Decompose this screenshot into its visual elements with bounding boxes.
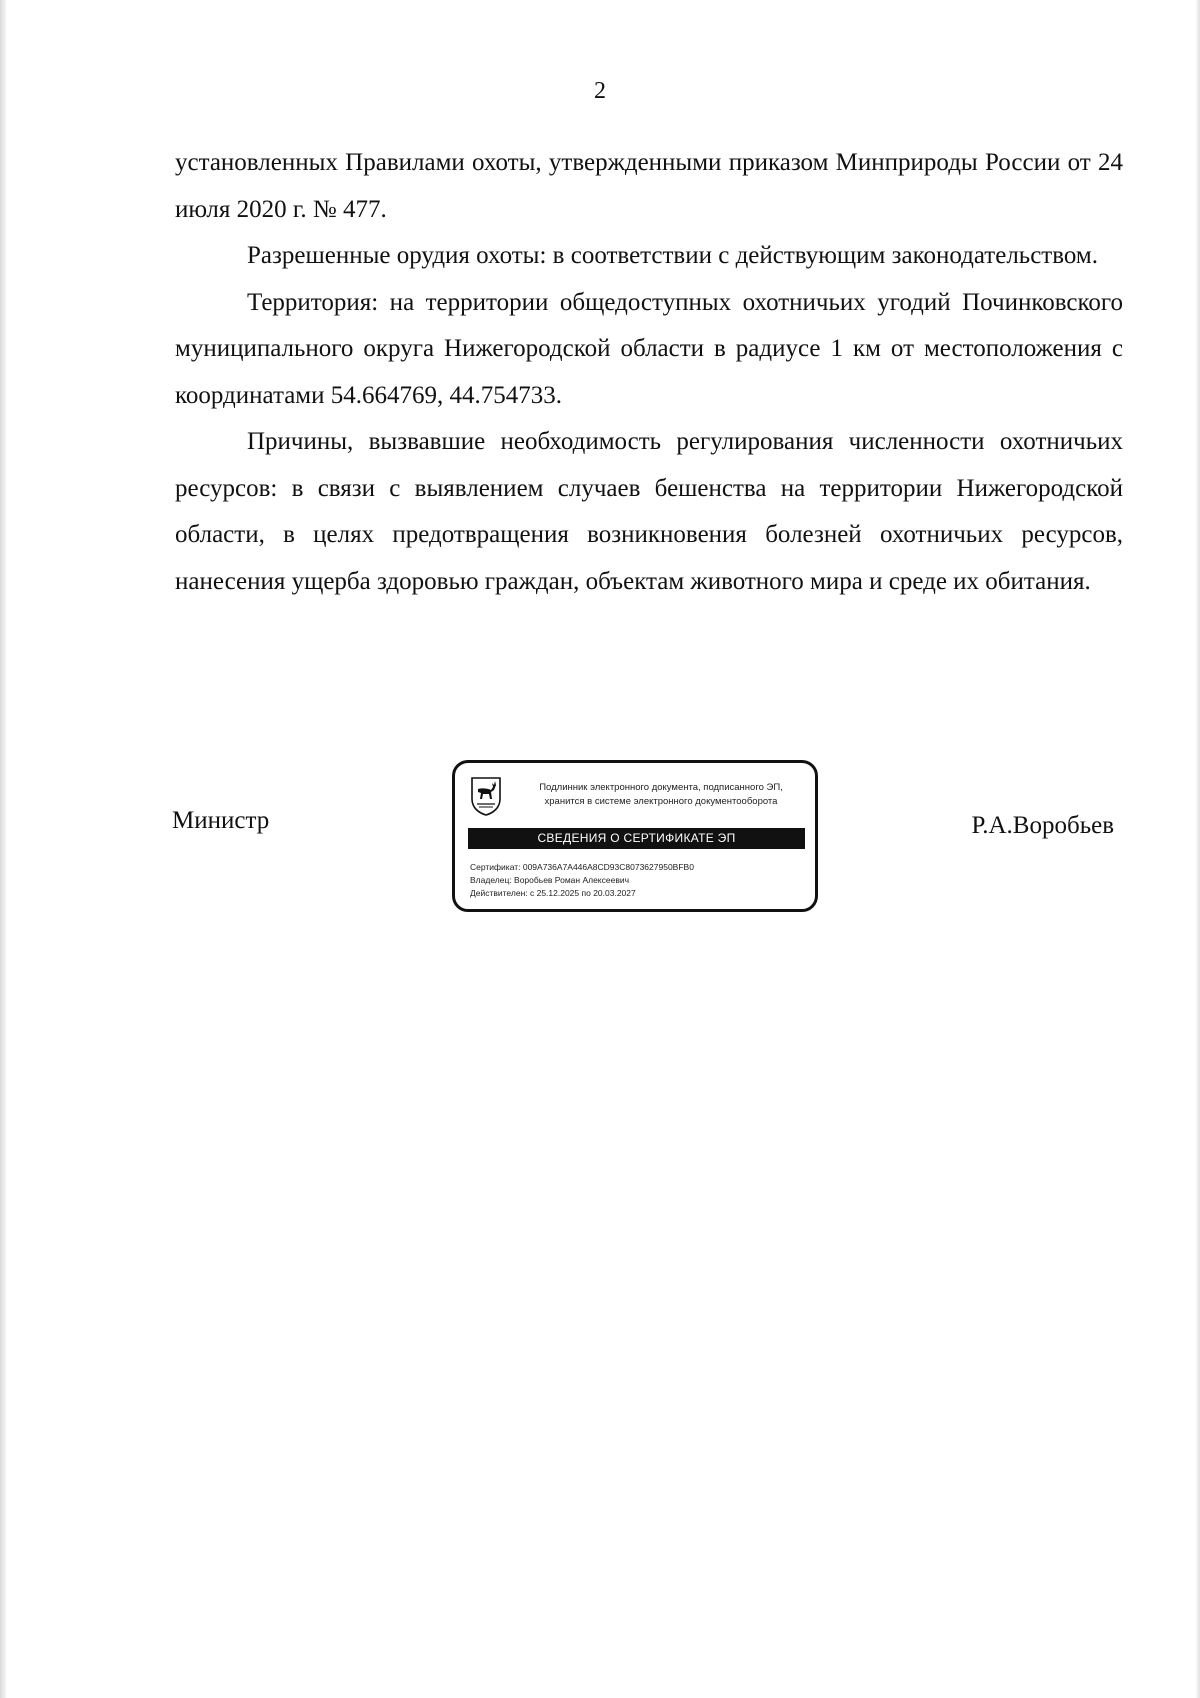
stamp-notice-line-2: хранится в системе электронного документооборота [544,796,778,807]
stamp-banner: СВЕДЕНИЯ О СЕРТИФИКАТЕ ЭП [468,828,805,849]
certificate-details [470,861,810,900]
page-number: 2 [594,78,606,104]
certificate-validity: Действителен: с 25.12.2025 по 20.03.2027 [470,888,636,898]
paragraph-reasons: Причины, вызвавшие необходимость регулирования численности охотничьих ресурсов: в связи с выявлением случаев бешенства на территории Нижегородской области, в целях предотвращения возникновения болезней охотничьих ресурсов, нанесения ущерба здоровью граждан, объектам животного мира и среде их обитания. [175,428,1123,595]
certificate-owner: Владелец: Воробьев Роман Алексеевич [470,875,630,885]
paragraph-hunting-rules: установленных Правилами охоты, утвержденными приказом Минприроды России от 24 июля 2020 г. № 477. [175,149,1123,223]
certificate-serial: Сертификат: 009A736A7A446A8CD93C8073627950BFB0 [470,862,694,872]
signature-block [0,760,1200,930]
paragraph-territory: Территория: на территории общедоступных охотничьих угодий Починковского муниципального округа Нижегородской области в радиусе 1 км от местоположения с координатами 54.664769, 44.754733. [175,288,1123,409]
document-body [175,140,1123,605]
stamp-notice [513,781,809,809]
coat-of-arms-icon [469,775,503,817]
stamp-notice-line-1: Подлинник электронного документа, подписанного ЭП, [539,782,783,793]
paragraph-hunting-tools: Разрешенные орудия охоты: в соответствии с действующим законодательством. [247,242,1098,269]
signatory-title: Министр [172,807,270,834]
electronic-signature-stamp [452,760,818,912]
signatory-name: Р.А.Воробьев [971,812,1114,839]
